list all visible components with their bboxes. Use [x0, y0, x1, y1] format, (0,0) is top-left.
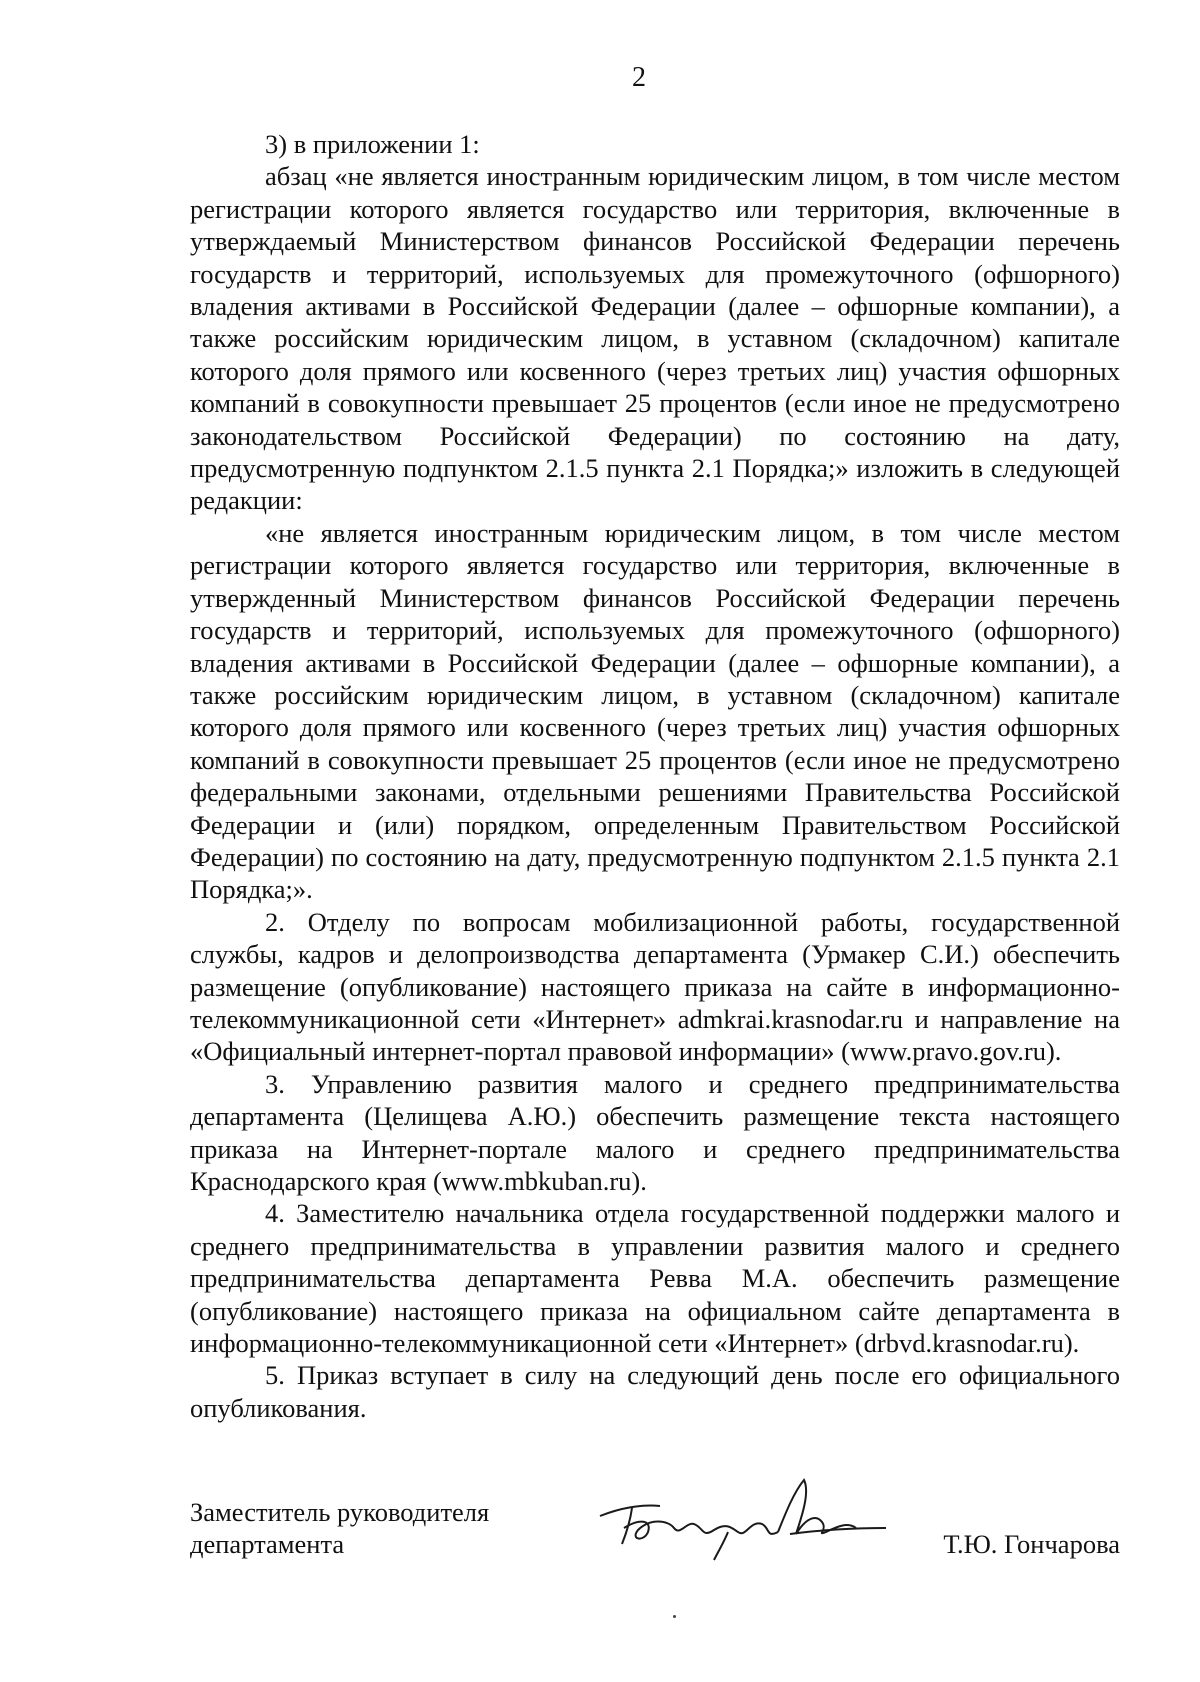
- document-body: [190, 128, 1120, 1424]
- signatory-name: Т.Ю. Гончарова: [943, 1529, 1120, 1559]
- signatory-position-line1: Заместитель руководителя: [190, 1497, 490, 1527]
- paragraph-item-5: 5. Приказ вступает в силу на следующий день после его официального опубликования.: [190, 1360, 1120, 1423]
- paragraph-old-text: абзац «не является иностранным юридическим лицом, в том числе местом регистрации которого является государство или территория, включенные в утверждаемый Министерством финансов Российской Федерации перечень государств и территорий, используемых для промежуточного (офшорного) владения активами в Российской Федерации (далее – офшорные компании), а также российским юридическим лицом, в уставном (складочном) капитале которого доля прямого или косвенного (через третьих лиц) участия офшорных компаний в совокупности превышает 25 процентов (если иное не предусмотрено законодательством Российской Федерации) по состоянию на дату, предусмотренную подпунктом 2.1.5 пункта 2.1 Порядка;» изложить в следующей редакции:: [190, 161, 1120, 516]
- paragraph-item-4: 4. Заместителю начальника отдела государственной поддержки малого и среднего предпринимательства в управлении развития малого и среднего предпринимательства департамента Ревва М.А. обеспечить размещение (опубликование) настоящего приказа на официальном сайте департамента в информационно-телекоммуникационной сети «Интернет» (drbvd.krasnodar.ru).: [190, 1198, 1120, 1359]
- page-number: 2: [632, 62, 646, 93]
- handwritten-signature: [590, 1472, 890, 1562]
- scan-dot: [673, 1615, 676, 1618]
- paragraph-appendix-heading: 3) в приложении 1:: [265, 129, 480, 159]
- paragraph-item-3: 3. Управлению развития малого и среднего предпринимательства департамента (Целищева А.Ю.) обеспечить размещение текста настоящего приказа на Интернет-портале малого и среднего предпринимательства Краснодарского края (www.mbkuban.ru).: [190, 1068, 1120, 1196]
- paragraph-item-2: 2. Отделу по вопросам мобилизационной работы, государственной службы, кадров и делопроизводства департамента (Урмакер С.И.) обеспечить размещение (опубликование) настоящего приказа на сайте в информационно-телекоммуникационной сети «Интернет» admkrai.krasnodar.ru и направление на «Официальный интернет-портал правовой информации» (www.pravo.gov.ru).: [190, 906, 1120, 1067]
- signature-block: [190, 1496, 1120, 1586]
- signatory-position-line2: департамента: [190, 1529, 345, 1559]
- paragraph-new-text: «не является иностранным юридическим лицом, в том числе местом регистрации которого является государство или территория, включенные в утвержденный Министерством финансов Российской Федерации перечень государств и территорий, используемых для промежуточного (офшорного) владения активами в Российской Федерации (далее – офшорные компании), а также российским юридическим лицом, в уставном (складочном) капитале которого доля прямого или косвенного (через третьих лиц) участия офшорных компаний в совокупности превышает 25 процентов (если иное не предусмотрено федеральными законами, отдельными решениями Правительства Российской Федерации и (или) порядком, определенным Правительством Российской Федерации) по состоянию на дату, предусмотренную подпунктом 2.1.5 пункта 2.1 Порядка;».: [190, 517, 1120, 905]
- signatory-position: [190, 1496, 550, 1560]
